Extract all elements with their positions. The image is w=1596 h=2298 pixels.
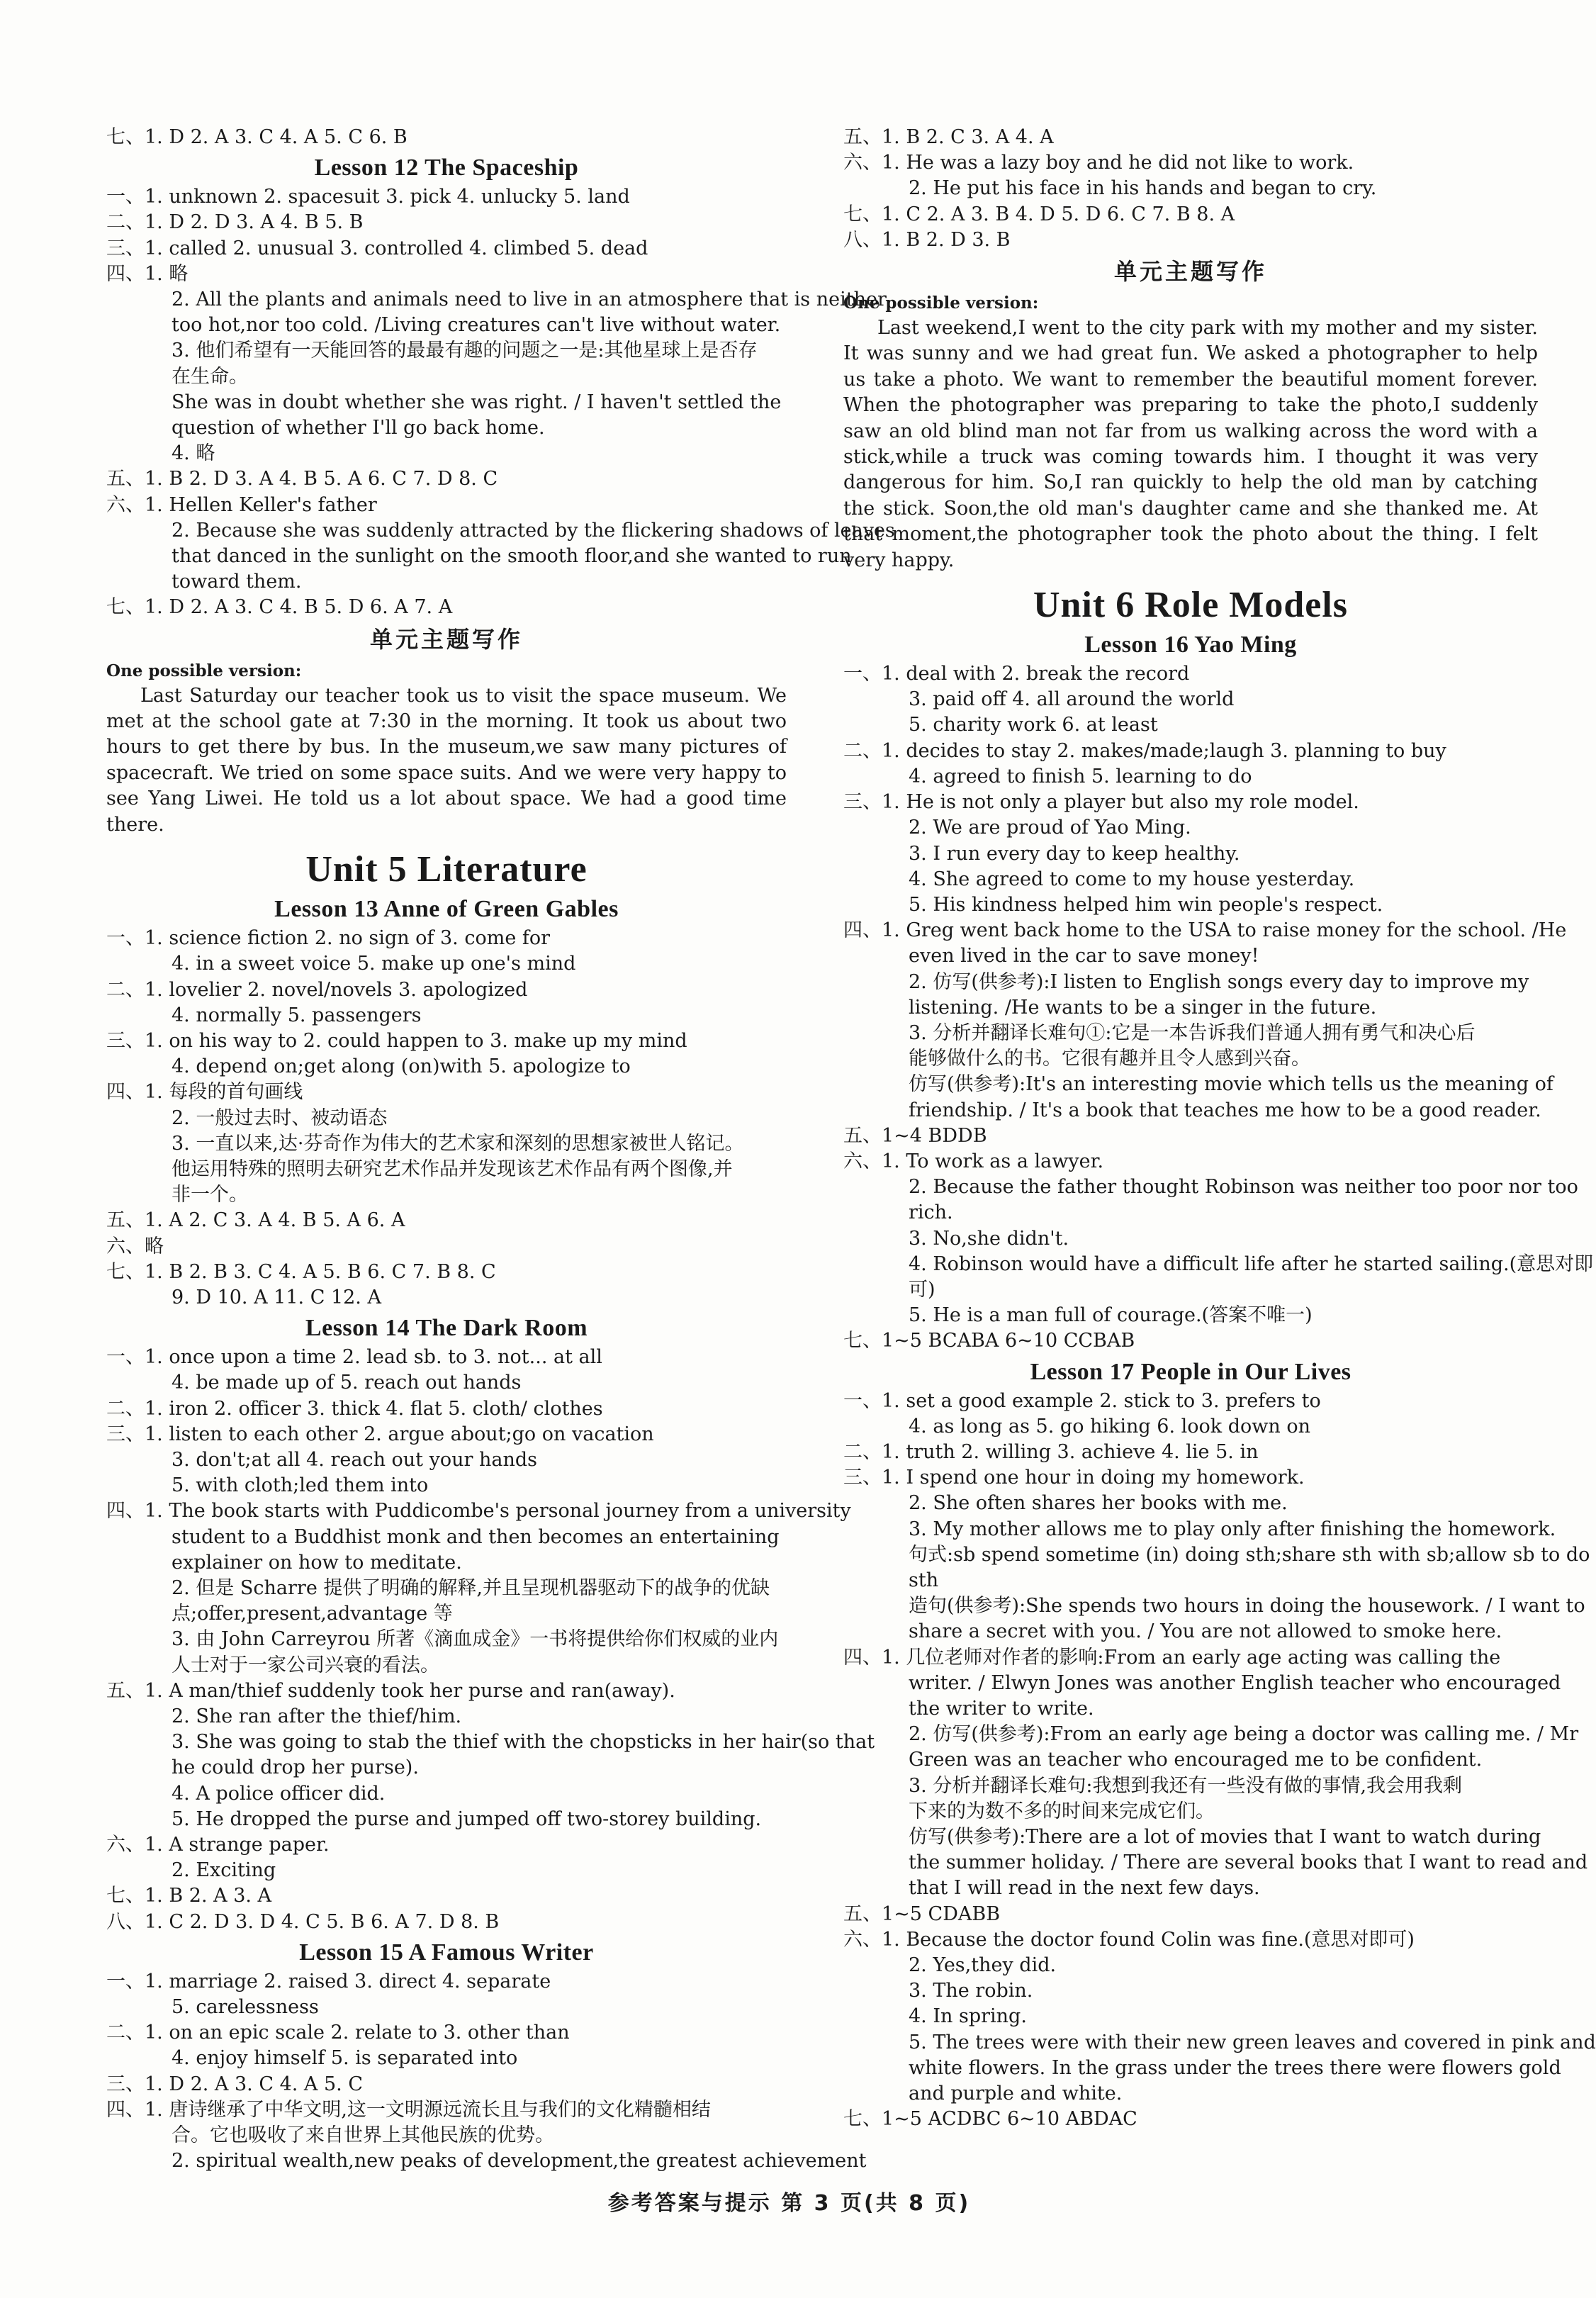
- answer-line: listening. /He wants to be a singer in the future.: [909, 996, 1377, 1019]
- answer-line: sth: [909, 1569, 939, 1591]
- right-writing-title: 单元主题写作: [1113, 258, 1267, 286]
- answer-line: the summer holiday. / There are several books that I want to read and: [909, 1851, 1588, 1874]
- answer-line: and purple and white.: [909, 2083, 1123, 2105]
- answer-line: 能够做什么的书。它很有趣并且令人感到兴奋。: [909, 1048, 1310, 1070]
- answer-line: that danced in the sunlight on the smooth floor,and she wanted to run: [172, 545, 852, 568]
- lesson-13-answers: [106, 926, 787, 1311]
- answer-line: explainer on how to meditate.: [172, 1551, 462, 1574]
- lesson-14-answers: [106, 1345, 875, 1935]
- answer-line: 七、1. D 2. A 3. C 4. A 5. C 6. B: [106, 126, 408, 148]
- answer-line: 三、1. He is not only a player but also my role model.: [843, 791, 1359, 814]
- left-writing-paragraph: Last Saturday our teacher took us to visit the space museum. We met at the school gate at 7:30 in the morning. It took us about two hours to get there by bus. In the museum,we saw many pictures of spacecraft. We tried on some space suits. And we were very happy to see Yang Liwei. He told us a lot about space. We had a good time there.: [106, 684, 787, 836]
- answer-line: She was in doubt whether she was right. / I haven't settled the: [172, 391, 782, 413]
- answer-line: too hot,nor too cold. /Living creatures can't live without water.: [172, 314, 781, 337]
- answer-line: 四、1. 唐诗继承了中华文明,这一文明源远流长且与我们的文化精髓相结: [106, 2098, 711, 2121]
- answer-line: 点;offer,present,advantage 等: [172, 1603, 453, 1625]
- answer-line: 3. 由 John Carreyrou 所著《滴血成金》一书将提供给你们权威的业内: [172, 1628, 779, 1651]
- lesson-13-title: Lesson 13 Anne of Green Gables: [274, 896, 619, 923]
- answer-line: 4. She agreed to come to my house yesterday.: [909, 868, 1355, 890]
- answer-line: rich.: [909, 1201, 953, 1224]
- answer-line: friendship. / It's a book that teaches me how to be a good reader.: [909, 1099, 1541, 1121]
- answer-line: 六、略: [106, 1235, 164, 1257]
- answer-line: 七、1. B 2. B 3. C 4. A 5. B 6. C 7. B 8. C: [106, 1260, 496, 1283]
- left-block1: [106, 125, 787, 150]
- answer-line: 2. spiritual wealth,new peaks of development,the greatest achievement: [172, 2150, 867, 2173]
- answer-line: 仿写(供参考):It's an interesting movie which tells us the meaning of: [909, 1073, 1553, 1096]
- answer-line: 五、1~4 BDDB: [843, 1124, 987, 1147]
- answer-line: 3. 分析并翻译长难句:我想到我还有一些没有做的事情,我会用我剩: [909, 1774, 1463, 1797]
- lesson-16-answers: [843, 661, 1594, 1354]
- answer-line: 四、1. 每段的首句画线: [106, 1081, 303, 1104]
- answer-line: 人士对于一家公司兴衰的看法。: [172, 1654, 439, 1676]
- answer-line: 一、1. once upon a time 2. lead sb. to 3. not... at all: [106, 1346, 602, 1369]
- answer-line: 2. He put his face in his hands and began to cry.: [909, 177, 1377, 200]
- answer-line: 二、1. decides to stay 2. makes/made;laugh 3. planning to buy: [843, 739, 1446, 762]
- answer-line: white flowers. In the grass under the trees there were flowers gold: [909, 2056, 1561, 2079]
- answer-line: the writer to write.: [909, 1698, 1094, 1720]
- answer-line: 四、1. 略: [106, 262, 189, 285]
- answer-line: 六、1. To work as a lawyer.: [843, 1150, 1104, 1172]
- answer-line: 四、1. Greg went back home to the USA to raise money for the school. /He: [843, 919, 1567, 942]
- answer-line: 3. My mother allows me to play only after finishing the homework.: [909, 1518, 1556, 1540]
- right-column: [843, 125, 1596, 2132]
- answer-line: student to a Buddhist monk and then becomes an entertaining: [172, 1525, 780, 1548]
- lesson-12-answers: [106, 184, 895, 620]
- answer-line: 3. She was going to stab the thief with the chopsticks in her hair(so that: [172, 1731, 875, 1754]
- answer-line: 六、1. He was a lazy boy and he did not like to work.: [843, 152, 1354, 174]
- lesson-17-answers: [843, 1389, 1596, 2133]
- answer-line: 5. with cloth;led them into: [172, 1474, 429, 1497]
- answer-line: 4. be made up of 5. reach out hands: [172, 1372, 522, 1394]
- answer-line: 三、1. on his way to 2. could happen to 3. make up my mind: [106, 1029, 687, 1052]
- answer-line: 4. depend on;get along (on)with 5. apologize to: [172, 1055, 631, 1078]
- answer-line: 七、1~5 ACDBC 6~10 ABDAC: [843, 2108, 1137, 2131]
- answer-line: 3. No,she didn't.: [909, 1227, 1069, 1250]
- lesson-12-title: Lesson 12 The Spaceship: [314, 155, 579, 181]
- answer-line: 2. 仿写(供参考):I listen to English songs every day to improve my: [909, 970, 1529, 993]
- answer-line: 5. He dropped the purse and jumped off two-storey building.: [172, 1807, 762, 1830]
- answer-line: 八、1. B 2. D 3. B: [843, 228, 1011, 251]
- lesson-14-title: Lesson 14 The Dark Room: [305, 1315, 588, 1342]
- answer-line: 3. 一直以来,达·芬奇作为伟大的艺术家和深刻的思想家被世人铭记。: [172, 1132, 744, 1155]
- answer-line: 五、1. A 2. C 3. A 4. B 5. A 6. A: [106, 1209, 405, 1232]
- page-footer: 参考答案与提示 第 3 页(共 8 页): [607, 2191, 971, 2216]
- answer-line: writer. / Elwyn Jones was another English teacher who encouraged: [909, 1671, 1561, 1694]
- answer-line: 四、1. 几位老师对作者的影响:From an early age acting was calling the: [843, 1646, 1501, 1669]
- answer-line: 3. don't;at all 4. reach out your hands: [172, 1448, 538, 1471]
- answer-line: question of whether I'll go back home.: [172, 417, 545, 439]
- answer-line: 3. 他们希望有一天能回答的最最有趣的问题之一是:其他星球上是否存: [172, 340, 758, 362]
- answer-line: 9. D 10. A 11. C 12. A: [172, 1286, 381, 1308]
- answer-line: 一、1. deal with 2. break the record: [843, 663, 1190, 685]
- unit-5-title: Unit 5 Literature: [305, 849, 588, 890]
- answer-line: toward them.: [172, 571, 302, 593]
- answer-line: 3. 分析并翻译长难句①:它是一本告诉我们普通人拥有勇气和决心后: [909, 1021, 1476, 1044]
- left-column: [106, 125, 895, 2174]
- answer-line: 非一个。: [172, 1184, 248, 1206]
- answer-line: 他运用特殊的照明去研究艺术作品并发现该艺术作品有两个图像,并: [172, 1158, 733, 1180]
- answer-line: 2. We are proud of Yao Ming.: [909, 817, 1191, 839]
- answer-line: 二、1. lovelier 2. novel/novels 3. apologized: [106, 978, 528, 1001]
- answer-line: he could drop her purse).: [172, 1756, 419, 1779]
- answer-line: 4. enjoy himself 5. is separated into: [172, 2047, 518, 2070]
- lesson-15-answers: [106, 1969, 867, 2175]
- answer-line: 二、1. iron 2. officer 3. thick 4. flat 5. cloth/ clothes: [106, 1397, 603, 1420]
- answer-line: 仿写(供参考):There are a lot of movies that I want to watch during: [909, 1826, 1541, 1849]
- answer-line: 七、1. D 2. A 3. C 4. B 5. D 6. A 7. A: [106, 596, 453, 619]
- answer-line: 三、1. D 2. A 3. C 4. A 5. C: [106, 2073, 364, 2095]
- left-version-label: One possible version:: [106, 661, 302, 680]
- answer-line: 4. normally 5. passengers: [172, 1004, 422, 1026]
- answer-line: 七、1. B 2. A 3. A: [106, 1885, 272, 1907]
- answer-line: 3. The robin.: [909, 1980, 1033, 2002]
- answer-line: 5. His kindness helped him win people's respect.: [909, 893, 1383, 916]
- answer-line: 七、1~5 BCABA 6~10 CCBAB: [843, 1330, 1135, 1352]
- answer-line: Green was an teacher who encouraged me to be confident.: [909, 1749, 1483, 1771]
- answer-line: 4. 略: [172, 442, 215, 465]
- answer-line: 5. carelessness: [172, 1996, 319, 2019]
- answer-line: 可): [909, 1278, 935, 1301]
- answer-line: 一、1. science fiction 2. no sign of 3. come for: [106, 927, 551, 950]
- answer-line: 八、1. C 2. D 3. D 4. C 5. B 6. A 7. D 8. B: [106, 1910, 500, 1933]
- answer-line: 一、1. marriage 2. raised 3. direct 4. separate: [106, 1970, 551, 1992]
- answer-line: 2. Exciting: [172, 1859, 276, 1882]
- answer-line: 4. as long as 5. go hiking 6. look down on: [909, 1415, 1310, 1437]
- answer-line: 合。它也吸收了来自世界上其他民族的优势。: [172, 2124, 554, 2147]
- answer-line: 五、1. B 2. D 3. A 4. B 5. A 6. C 7. D 8. C: [106, 468, 498, 491]
- answer-line: 二、1. D 2. D 3. A 4. B 5. B: [106, 211, 364, 234]
- right-version-label: One possible version:: [843, 293, 1039, 313]
- answer-line: 造句(供参考):She spends two hours in doing the housework. / I want to: [909, 1595, 1585, 1618]
- answer-line: 六、1. Hellen Keller's father: [106, 493, 377, 516]
- answer-line: 2. 一般过去时、被动语态: [172, 1106, 388, 1129]
- answer-line: 4. In spring.: [909, 2005, 1027, 2028]
- answer-line: 2. Because she was suddenly attracted by the flickering shadows of leaves: [172, 519, 895, 542]
- answer-line: 4. agreed to finish 5. learning to do: [909, 765, 1252, 788]
- answer-line: share a secret with you. / You are not allowed to smoke here.: [909, 1620, 1502, 1643]
- answer-line: 六、1. A strange paper.: [106, 1834, 330, 1856]
- answer-line: 句式:sb spend sometime (in) doing sth;share sth with sb;allow sb to do: [909, 1543, 1590, 1566]
- answer-line: 七、1. C 2. A 3. B 4. D 5. D 6. C 7. B 8. A: [843, 203, 1235, 225]
- answer-line: 在生命。: [172, 365, 248, 388]
- answer-line: 3. paid off 4. all around the world: [909, 688, 1235, 711]
- answer-line: 4. A police officer did.: [172, 1782, 386, 1805]
- answer-line: 2. Yes,they did.: [909, 1954, 1057, 1977]
- answer-line: 二、1. on an epic scale 2. relate to 3. other than: [106, 2022, 570, 2044]
- answer-line: 一、1. unknown 2. spacesuit 3. pick 4. unlucky 5. land: [106, 186, 630, 208]
- answer-line: 五、1. B 2. C 3. A 4. A: [843, 126, 1054, 148]
- right-writing-paragraph: Last weekend,I went to the city park with my mother and my sister. It was sunny and we had great fun. We asked a photographer to help us take a photo. We want to remember the beautiful moment forever. When the photographer was preparing to take the photo,I suddenly saw an old blind man not far from us walking across the word with a stick,while a truck was coming towards him. I thought it was very dangerous for him. So,I ran quickly to help the old man by catching the stick. Soon,the old man's daughter came and she thanked me. At that moment,the photographer took the photo about the thing. I felt very happy.: [843, 317, 1538, 571]
- answer-line: 5. charity work 6. at least: [909, 714, 1158, 736]
- answer-line: 六、1. Because the doctor found Colin was fine.(意思对即可): [843, 1928, 1415, 1951]
- answer-line: 3. I run every day to keep healthy.: [909, 842, 1240, 865]
- answer-line: 2. All the plants and animals need to live in an atmosphere that is neither: [172, 288, 887, 311]
- answer-line: 三、1. listen to each other 2. argue about;go on vacation: [106, 1423, 654, 1445]
- lesson-17-title: Lesson 17 People in Our Lives: [1030, 1358, 1351, 1385]
- answer-line: 2. Because the father thought Robinson was neither too poor nor too: [909, 1176, 1578, 1199]
- answer-line: 2. 仿写(供参考):From an early age being a doctor was calling me. / Mr: [909, 1723, 1579, 1746]
- answer-line: 三、1. I spend one hour in doing my homework.: [843, 1467, 1305, 1489]
- answer-line: 2. She often shares her books with me.: [909, 1492, 1288, 1515]
- answer-line: that I will read in the next few days.: [909, 1877, 1260, 1900]
- answer-line: 4. in a sweet voice 5. make up one's mind: [172, 953, 576, 975]
- answer-line: 5. He is a man full of courage.(答案不唯一): [909, 1304, 1313, 1327]
- lesson-15-title: Lesson 15 A Famous Writer: [299, 1939, 594, 1966]
- answer-line: 五、1~5 CDABB: [843, 1902, 1001, 1925]
- right-top-answers: [843, 125, 1538, 253]
- left-writing-title: 单元主题写作: [369, 625, 523, 653]
- answer-line: 二、1. truth 2. willing 3. achieve 4. lie 5. in: [843, 1440, 1259, 1463]
- answer-line: 一、1. set a good example 2. stick to 3. prefers to: [843, 1389, 1321, 1412]
- unit-6-title: Unit 6 Role Models: [1033, 585, 1349, 626]
- answer-line: 五、1. A man/thief suddenly took her purse and ran(away).: [106, 1679, 675, 1702]
- answer-line: 四、1. The book starts with Puddicombe's personal journey from a university: [106, 1500, 851, 1523]
- answer-line: 下来的为数不多的时间来完成它们。: [909, 1800, 1215, 1822]
- answer-line: 2. She ran after the thief/him.: [172, 1705, 462, 1727]
- answer-line: 三、1. called 2. unusual 3. controlled 4. climbed 5. dead: [106, 237, 648, 259]
- lesson-16-title: Lesson 16 Yao Ming: [1084, 632, 1297, 658]
- answer-line: 5. The trees were with their new green leaves and covered in pink and: [909, 2031, 1596, 2053]
- answer-line: even lived in the car to save money!: [909, 945, 1259, 968]
- answer-line: 4. Robinson would have a difficult life after he started sailing.(意思对即: [909, 1252, 1594, 1275]
- answer-line: 2. 但是 Scharre 提供了明确的解释,并且呈现机器驱动下的战争的优缺: [172, 1576, 770, 1599]
